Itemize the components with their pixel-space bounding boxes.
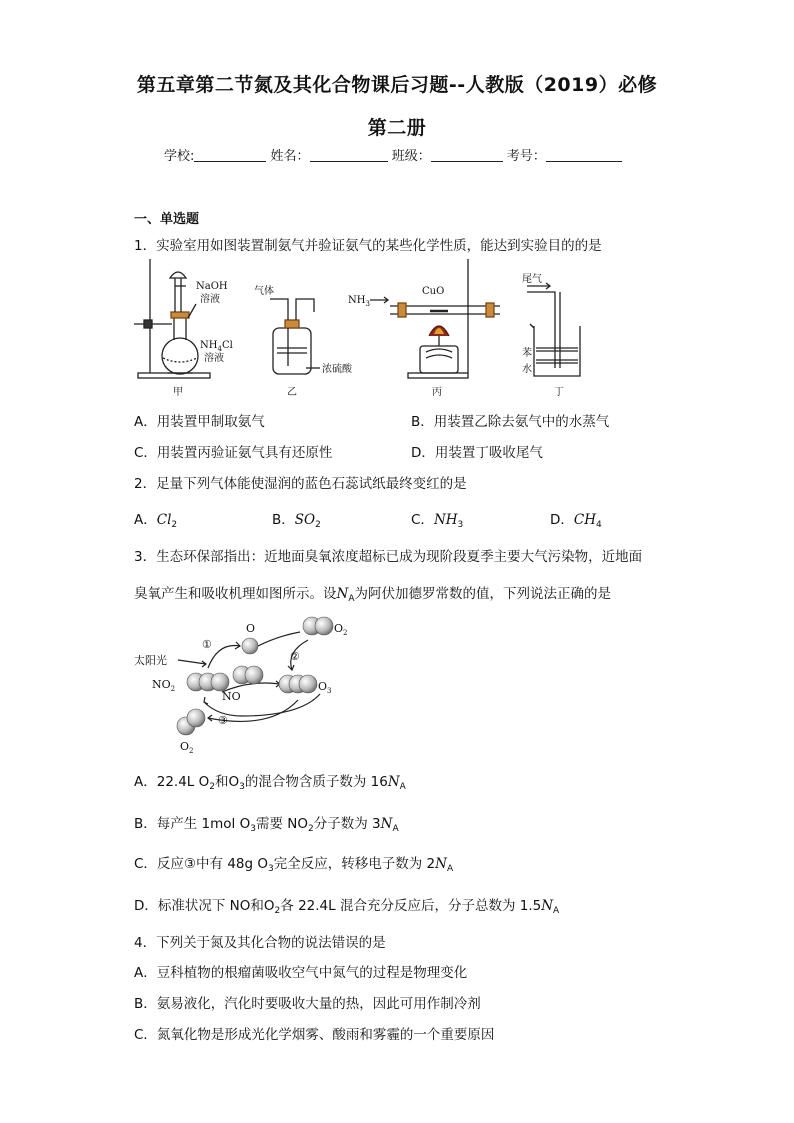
label-jia: 甲 bbox=[173, 387, 183, 398]
question-1-stem: 1．实验室用如图装置制氨气并验证氨气的某些化学性质，能达到实验目的的是 bbox=[134, 238, 602, 254]
apparatus-yi bbox=[270, 299, 320, 374]
label-yi: 乙 bbox=[287, 387, 297, 398]
q1-option-b[interactable]: B．用装置乙除去氨气中的水蒸气 bbox=[411, 414, 610, 430]
question-3-stem-line1: 3．生态环保部指出：近地面臭氧浓度超标已成为现阶段夏季主要大气污染物，近地面 bbox=[134, 549, 643, 565]
q4-option-a[interactable]: A．豆科植物的根瘤菌吸收空气中氮气的过程是物理变化 bbox=[134, 965, 468, 981]
name-field[interactable] bbox=[310, 147, 388, 162]
apparatus-jia bbox=[134, 259, 210, 378]
label-no: NO bbox=[222, 690, 241, 703]
apparatus-bing bbox=[370, 259, 500, 378]
school-field[interactable] bbox=[194, 147, 266, 162]
q3-option-c[interactable]: C．反应③中有 48g $O_3$完全反应，转移电子数为 $2N_A$ bbox=[134, 856, 454, 874]
page-title-line2: 第二册 bbox=[367, 117, 427, 139]
label-o2-top: $O_2$ bbox=[334, 622, 348, 637]
label-nh3: $NH_3$ bbox=[348, 295, 370, 308]
q4-option-c[interactable]: C．氮氧化物是形成光化学烟雾、酸雨和雾霾的一个重要原因 bbox=[134, 1027, 495, 1043]
label-step-2: ② bbox=[290, 650, 300, 663]
apparatus-figure bbox=[130, 256, 590, 401]
q2-option-b[interactable]: B．$SO_2$ bbox=[272, 512, 321, 530]
label-ding: 丁 bbox=[554, 387, 564, 398]
q2-option-d[interactable]: D．$CH_4$ bbox=[550, 512, 602, 530]
section-heading: 一、单选题 bbox=[134, 212, 200, 227]
label-step-1: ① bbox=[202, 638, 212, 651]
q1-option-d[interactable]: D．用装置丁吸收尾气 bbox=[411, 445, 543, 461]
label-naoh: NaOH bbox=[196, 281, 228, 292]
label-o3: $O_3$ bbox=[318, 680, 332, 695]
number-field[interactable] bbox=[546, 147, 622, 162]
question-2-stem: 2．足量下列气体能使湿润的蓝色石蕊试纸最终变红的是 bbox=[134, 476, 467, 492]
q1-option-c[interactable]: C．用装置丙验证氨气具有还原性 bbox=[134, 445, 333, 461]
label-o2-bottom: $O_2$ bbox=[180, 740, 194, 755]
label-bing: 丙 bbox=[432, 387, 442, 398]
label-gas: 气体 bbox=[254, 286, 274, 297]
class-label: 班级： bbox=[391, 149, 431, 164]
q3-option-a[interactable]: A．22.4L $O_2$和$O_3$的混合物含质子数为 $16N_A$ bbox=[134, 774, 406, 792]
question-3-stem-line2: 臭氧产生和吸收机理如图所示。设$N_A$为阿伏加德罗常数的值，下列说法正确的是 bbox=[134, 586, 611, 604]
label-nh4cl: $NH_4Cl$ bbox=[200, 340, 233, 353]
label-cuo: CuO bbox=[422, 286, 445, 297]
q2-option-c[interactable]: C．$NH_3$ bbox=[411, 512, 464, 530]
q3-option-b[interactable]: B．每产生 1mol $O_3$需要 $NO_2$分子数为 $3N_A$ bbox=[134, 816, 399, 834]
school-label: 学校: bbox=[164, 149, 195, 164]
q3-option-d[interactable]: D．标准状况下 NO和$O_2$各 22.4L 混合充分反应后，分子总数为 $1.5N_A$ bbox=[134, 898, 560, 916]
label-water: 水 bbox=[522, 364, 532, 375]
class-field[interactable] bbox=[431, 147, 503, 162]
label-no2: $NO_2$ bbox=[152, 678, 176, 693]
q1-option-a[interactable]: A．用装置甲制取氨气 bbox=[134, 414, 265, 430]
ozone-mechanism-figure bbox=[130, 612, 390, 757]
question-4-stem: 4．下列关于氮及其化合物的说法错误的是 bbox=[134, 935, 386, 951]
name-label: 姓名： bbox=[270, 149, 310, 164]
apparatus-ding bbox=[527, 283, 580, 376]
label-step-3: ③ bbox=[218, 714, 228, 727]
label-benzene: 苯 bbox=[522, 348, 532, 359]
label-tail-gas: 尾气 bbox=[522, 274, 542, 285]
label-o-atom: O bbox=[246, 622, 256, 635]
student-info-row bbox=[164, 145, 622, 164]
number-label: 考号： bbox=[506, 149, 546, 164]
label-naoh-sol: 溶液 bbox=[200, 294, 220, 305]
q4-option-b[interactable]: B．氨易液化，汽化时要吸收大量的热，因此可用作制冷剂 bbox=[134, 996, 481, 1012]
label-conc-h2so4: 浓硫酸 bbox=[322, 364, 352, 375]
label-sunlight: 太阳光 bbox=[134, 654, 167, 667]
page-title: 第五章第二节氮及其化合物课后习题--人教版（2019）必修 bbox=[136, 74, 658, 96]
label-nh4cl-sol: 溶液 bbox=[204, 353, 224, 364]
q2-option-a[interactable]: A．$Cl_2$ bbox=[134, 512, 178, 530]
